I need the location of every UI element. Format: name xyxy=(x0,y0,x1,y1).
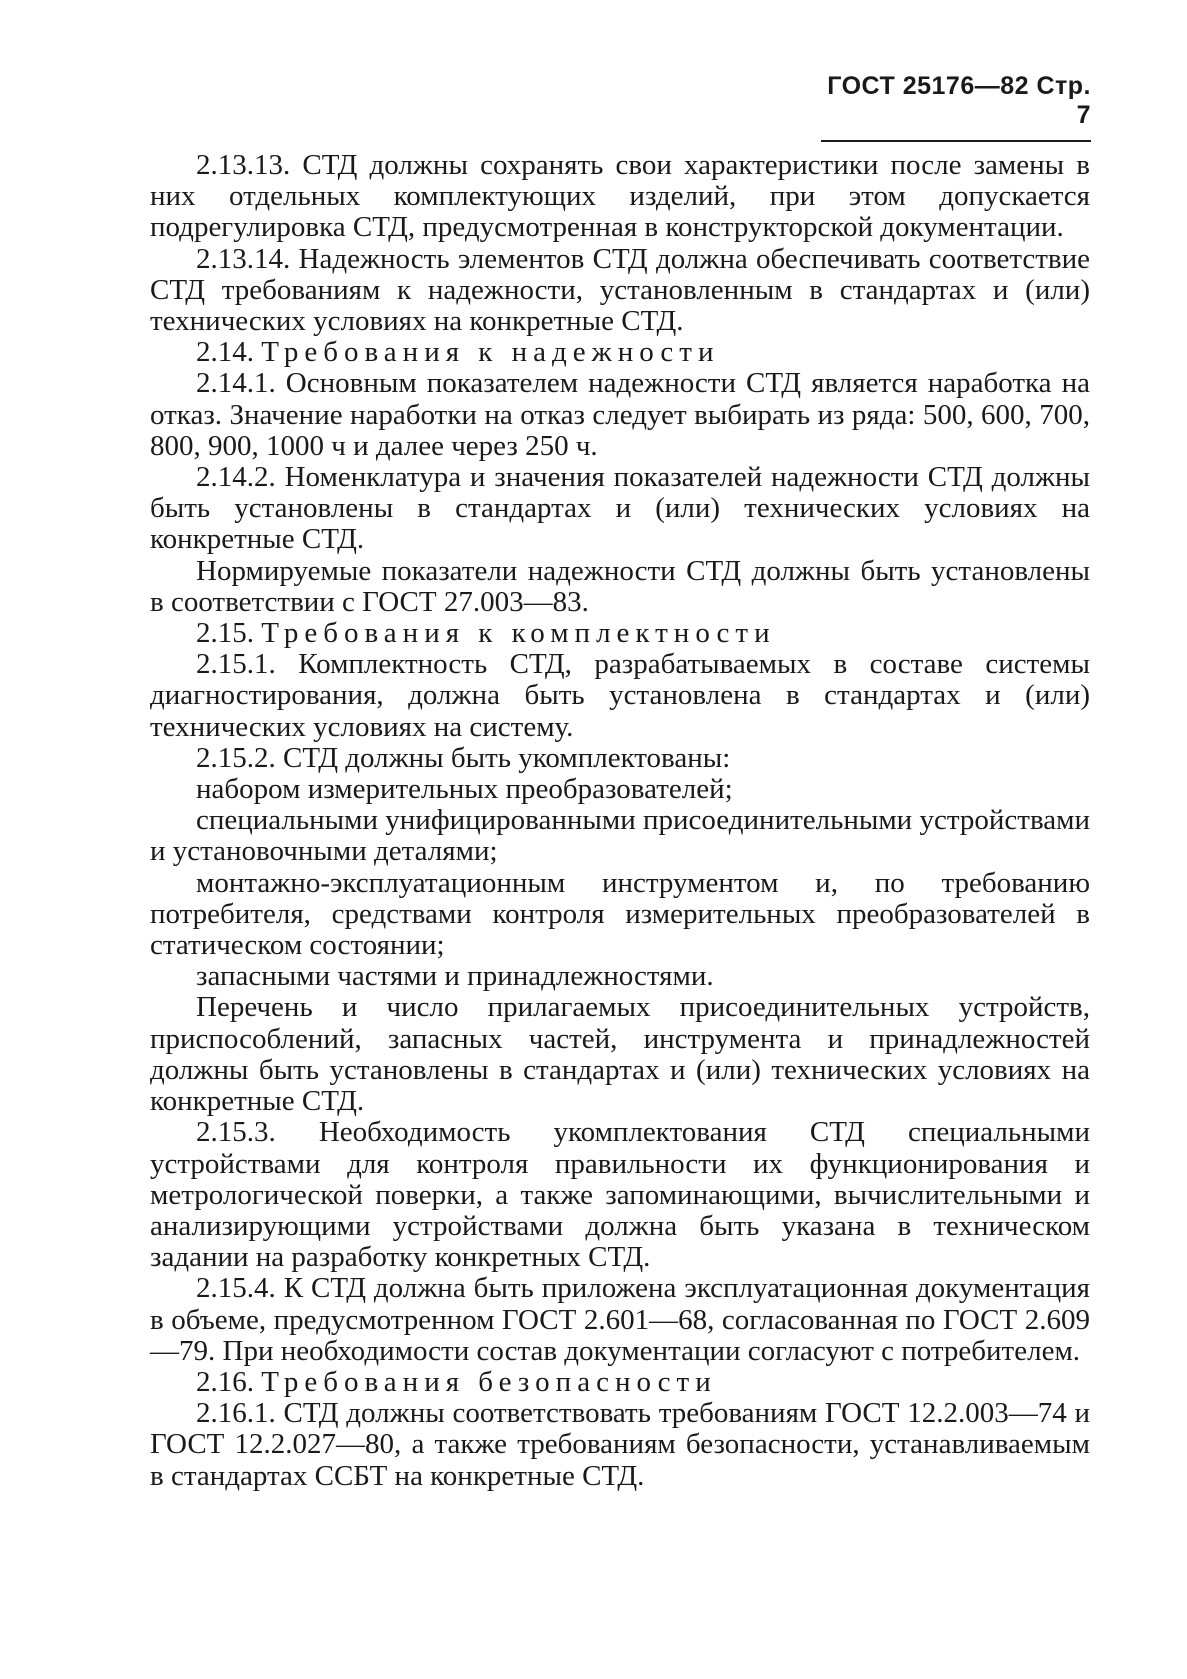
paragraph-2-15-4: 2.15.4. К СТД должна быть приложена эксплуатационная документация в объеме, предусмотренном ГОСТ 2.601—68, согласованная по ГОСТ 2.609—79. При необходимости состав документации согласуют с потребителем. xyxy=(150,1272,1090,1367)
paragraph-2-14-1: 2.14.1. Основным показателем надежности СТД является наработка на отказ. Значение наработки на отказ следует выбирать из ряда: 500, 600, 700, 800, 900, 1000 ч и далее через 250 ч. xyxy=(150,367,1090,462)
section-heading-2-15 xyxy=(150,618,1090,649)
page-header xyxy=(821,72,1091,142)
standard-code: ГОСТ 25176—82 xyxy=(827,72,1030,100)
list-item: запасными частями и принадлежностями. xyxy=(196,960,714,993)
paragraph-2-13-13: 2.13.13. СТД должны сохранять свои характеристики после замены в них отдельных комплектующих изделий, при этом допускается подрегулировка СТД, предусмотренная в конструкторской документации. xyxy=(150,149,1090,244)
list-item: специальными унифицированными присоединительными устройствами и установочными деталями; xyxy=(150,804,1090,868)
document-body xyxy=(150,150,1090,1492)
section-title: Требования безопасности xyxy=(261,1365,717,1398)
paragraph-2-15-3: 2.15.3. Необходимость укомплектования СТД специальными устройствами для контроля правильности их функционирования и метрологической поверки, а также запоминающими, вычислительными и анализирующими устройствами должна быть указана в техническом задании на разработку конкретных СТД. xyxy=(150,1116,1090,1274)
paragraph-2-13-14: 2.13.14. Надежность элементов СТД должна обеспечивать соответствие СТД требованиям к надежности, установленным в стандартах и (или) технических условиях на конкретные СТД. xyxy=(150,242,1090,338)
paragraph-2-16-1: 2.16.1. СТД должны соответствовать требованиям ГОСТ 12.2.003—74 и ГОСТ 12.2.027—80, а также требованиям безопасности, устанавливаемым в стандартах ССБТ на конкретные СТД. xyxy=(150,1397,1090,1492)
paragraph-2-15-1: 2.15.1. Комплектность СТД, разрабатываемых в составе системы диагностирования, должна быть установлена в стандартах и (или) технических условиях на систему. xyxy=(150,648,1090,743)
page-number: Стр. 7 xyxy=(1036,72,1091,129)
section-number: 2.15. xyxy=(196,617,254,650)
paragraph-accessories: Перечень и число прилагаемых присоединительных устройств, приспособлений, запасных частей, инструмента и принадлежностей должны быть установлены в стандартах и (или) технических условиях на конкретные СТД. xyxy=(150,991,1090,1118)
list-item: набором измерительных преобразователей; xyxy=(196,773,733,806)
section-number: 2.16. xyxy=(196,1365,254,1398)
section-heading-2-14 xyxy=(150,337,1090,368)
section-heading-2-16 xyxy=(150,1367,1090,1398)
paragraph-normative: Нормируемые показатели надежности СТД должны быть установлены в соответствии с ГОСТ 27.003—83. xyxy=(150,554,1090,618)
section-number: 2.14. xyxy=(196,336,254,369)
section-title: Требования к надежности xyxy=(261,336,720,369)
paragraph-2-14-2: 2.14.2. Номенклатура и значения показателей надежности СТД должны быть установлены в стандартах и (или) технических условиях на конкретные СТД. xyxy=(150,461,1090,556)
section-title: Требования к комплектности xyxy=(261,617,776,650)
paragraph-2-15-2: 2.15.2. СТД должны быть укомплектованы: xyxy=(196,741,731,774)
list-item: монтажно-эксплуатационным инструментом и, по требованию потребителя, средствами контроля измерительных преобразователей в статическом состоянии; xyxy=(150,866,1090,962)
